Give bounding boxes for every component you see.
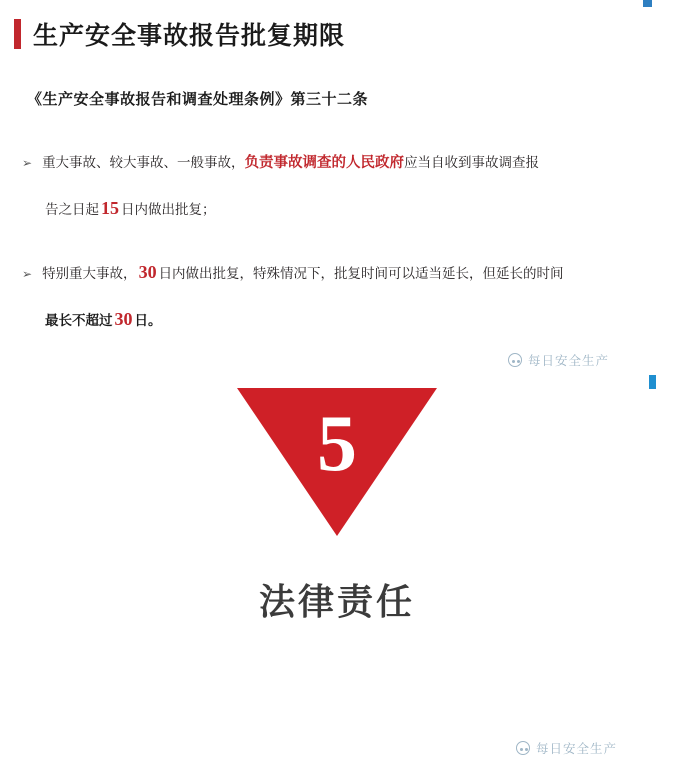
section-title: 法律责任 <box>258 581 415 622</box>
bullet-2-text-part-1: 特别重大事故， <box>42 266 137 281</box>
bullet-2-text-part-2: 日内做出批复，特殊情况下，批复时间可以适当延长，但延长的时间 <box>158 266 564 281</box>
bullet-1-highlight: 负责事故调查的人民政府 <box>244 155 405 171</box>
wechat-icon <box>508 353 522 367</box>
bullet-1-line2-part-2: 日内做出批复； <box>121 202 216 217</box>
bullet-2-line2-part-1: 最长不超过 <box>45 313 113 328</box>
bullet-item-1 <box>22 140 648 232</box>
watermark-label: 每日安全生产 <box>536 742 618 756</box>
page-title: 生产安全事故报告批复期限 <box>33 22 346 50</box>
bullet-1-text-part-1: 重大事故、较大事故、一般事故， <box>42 155 245 170</box>
section-number: 5 <box>317 400 357 488</box>
triangle-badge <box>237 388 437 536</box>
bullet-2-days-number: 30 <box>138 262 157 282</box>
mid-right-blue-mark <box>649 375 656 389</box>
bullet-item-2 <box>22 250 648 343</box>
bullet-arrow-icon: ➢ <box>22 267 33 281</box>
watermark-label: 每日安全生产 <box>528 354 610 368</box>
bullet-1-text-part-2: 应当自收到事故调查报 <box>404 155 540 170</box>
page-heading <box>14 16 345 52</box>
bullet-1-days-number: 15 <box>101 198 119 218</box>
top-right-blue-mark <box>643 0 652 7</box>
bullet-1-line2-part-1: 告之日起 <box>45 202 99 217</box>
wechat-icon <box>516 741 530 755</box>
bullet-1-line-1 <box>22 140 648 186</box>
section-block <box>0 388 674 625</box>
watermark-top <box>508 351 609 369</box>
bullet-1-line-2 <box>22 186 648 232</box>
bullet-arrow-icon: ➢ <box>22 156 33 170</box>
bullet-2-line2-part-2: 日。 <box>134 313 162 328</box>
watermark-bottom <box>516 739 617 757</box>
heading-accent-bar <box>14 19 21 49</box>
bullet-2-line-2 <box>22 297 648 343</box>
bullet-2-max-days-number: 30 <box>114 309 133 329</box>
regulation-title: 《生产安全事故报告和调查处理条例》第三十二条 <box>27 91 369 108</box>
bullet-2-line-1 <box>22 250 648 297</box>
